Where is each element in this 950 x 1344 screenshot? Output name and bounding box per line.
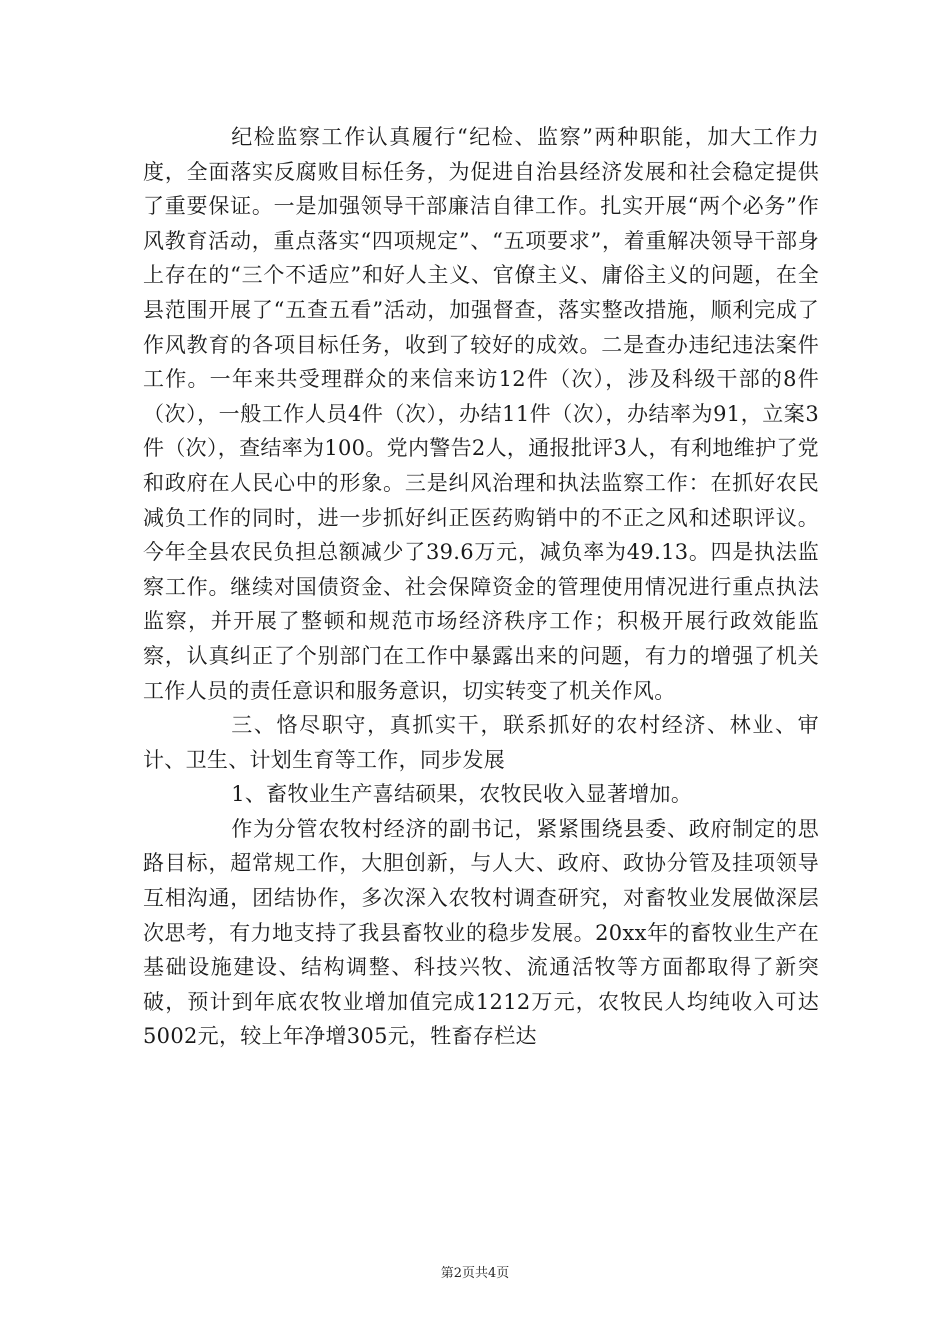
section-heading-three: 三、恪尽职守，真抓实干，联系抓好的农村经济、林业、审计、卫生、计划生育等工作，同步发展	[143, 713, 819, 772]
document-body	[143, 120, 819, 1054]
page-number-text: 第2页共4页	[440, 1266, 510, 1281]
paragraph-discipline-inspection: 纪检监察工作认真履行“纪检、监察”两种职能，加大工作力度，全面落实反腐败目标任务，为促进自治县经济发展和社会稳定提供了重要保证。一是加强领导干部廉洁自律工作。扎实开展“两个必务”作风教育活动，重点落实“四项规定”、“五项要求”，着重解决领导干部身上存在的“三个不适应”和好人主义、官僚主义、庸俗主义的问题，在全县范围开展了“五查五看”活动，加强督查，落实整改措施，顺利完成了作风教育的各项目标任务，收到了较好的成效。二是查办违纪违法案件工作。一年来共受理群众的来信来访12件（次），涉及科级干部的8件（次），一般工作人员4件（次），办结11件（次），办结率为91，立案3件（次），查结率为100。党内警告2人，通报批评3人，有利地维护了党和政府在人民心中的形象。三是纠风治理和执法监察工作：在抓好农民减负工作的同时，进一步抓好纠正医药购销中的不正之风和述职评议。今年全县农民负担总额减少了39.6万元，减负率为49.13。四是执法监察工作。继续对国债资金、社会保障资金的管理使用情况进行重点执法监察，并开展了整顿和规范市场经济秩序工作；积极开展行政效能监察，认真纠正了个别部门在工作中暴露出来的问题，有力的增强了机关工作人员的责任意识和服务意识，切实转变了机关作风。	[143, 125, 819, 703]
page-number-footer	[0, 1262, 950, 1281]
subheading-livestock: 1、畜牧业生产喜结硕果，农牧民收入显著增加。	[231, 782, 693, 807]
paragraph-livestock-economy: 作为分管农牧村经济的副书记，紧紧围绕县委、政府制定的思路目标，超常规工作，大胆创新，与人大、政府、政协分管及挂项领导互相沟通，团结协作，多次深入农牧村调查研究，对畜牧业发展做深层次思考，有力地支持了我县畜牧业的稳步发展。20xx年的畜牧业生产在基础设施建设、结构调整、科技兴牧、流通活牧等方面都取得了新突破，预计到年底农牧业增加值完成1212万元，农牧民人均纯收入可达5002元，较上年净增305元，牲畜存栏达	[143, 816, 819, 1049]
